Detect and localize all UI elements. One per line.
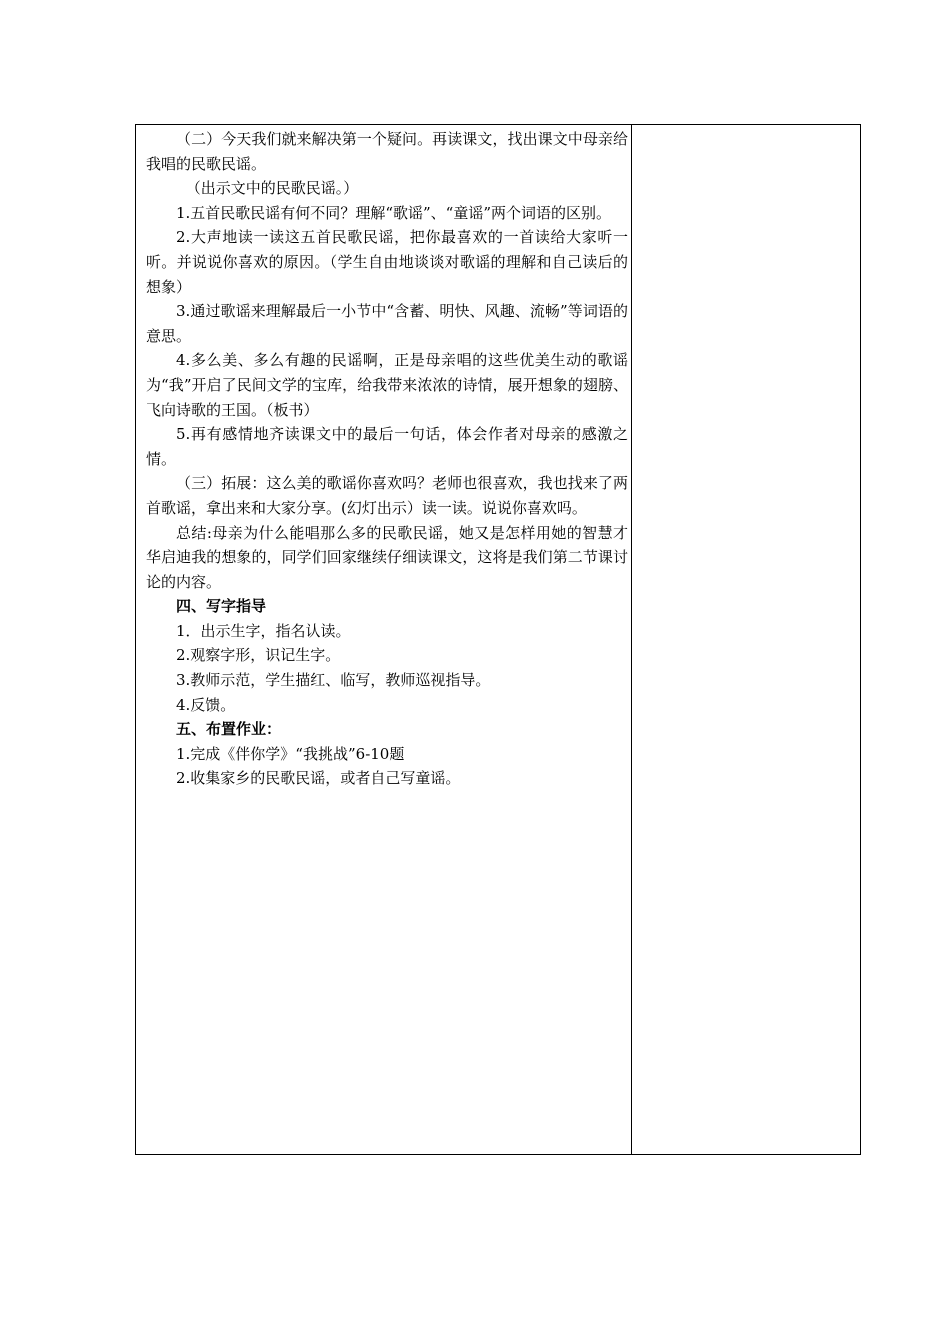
section2-item-4: 4.多么美、多么有趣的民谣啊，正是母亲唱的这些优美生动的歌谣为“我”开启了民间文学的宝库，给我带来浓浓的诗情，展开想象的翅膀、飞向诗歌的王国。（板书）	[146, 351, 628, 419]
homework-item-2: 2.收集家乡的民歌民谣，或者自己写童谣。	[176, 769, 461, 788]
homework-item-1: 1.完成《伴你学》“我挑战”6-10题	[176, 744, 405, 763]
section2-item-1: 1.五首民歌民谣有何不同？理解“歌谣”、“童谣”两个词语的区别。	[176, 203, 611, 222]
section2-item-5: 5.再有感情地齐读课文中的最后一句话，体会作者对母亲的感激之情。	[146, 425, 628, 468]
section2-show-note: （出示文中的民歌民谣。）	[185, 179, 359, 198]
notes-cell	[632, 125, 861, 1154]
lesson-content-cell	[136, 125, 632, 1154]
section3-summary: 总结:母亲为什么能唱那么多的民歌民谣，她又是怎样用她的智慧才华启迪我的想象的，同学们回家继续仔细读课文，这将是我们第二节课讨论的内容。	[146, 523, 628, 591]
writing-item-1: 1．出示生字，指名认读。	[176, 621, 351, 640]
writing-item-3: 3.教师示范，学生描红、临写，教师巡视指导。	[176, 671, 491, 690]
writing-item-4: 4.反馈。	[176, 695, 236, 714]
homework-heading: 五、布置作业：	[176, 720, 282, 739]
section2-intro: （二）今天我们就来解决第一个疑问。再读课文，找出课文中母亲给我唱的民歌民谣。	[146, 130, 628, 173]
writing-heading: 四、写字指导	[176, 597, 267, 616]
section2-item-2: 2.大声地读一读这五首民歌民谣，把你最喜欢的一首读给大家听一听。并说说你喜欢的原因。（学生自由地谈谈对歌谣的理解和自己读后的想象）	[146, 228, 628, 296]
lesson-content	[146, 127, 628, 791]
writing-item-2: 2.观察字形，识记生字。	[176, 646, 341, 665]
section2-item-3: 3.通过歌谣来理解最后一小节中“含蓄、明快、风趣、流畅”等词语的意思。	[146, 302, 628, 345]
section3-extension: （三）拓展：这么美的歌谣你喜欢吗？老师也很喜欢，我也找来了两首歌谣，拿出来和大家分享。(幻灯出示）读一读。说说你喜欢吗。	[146, 474, 628, 517]
lesson-table	[135, 124, 861, 1155]
